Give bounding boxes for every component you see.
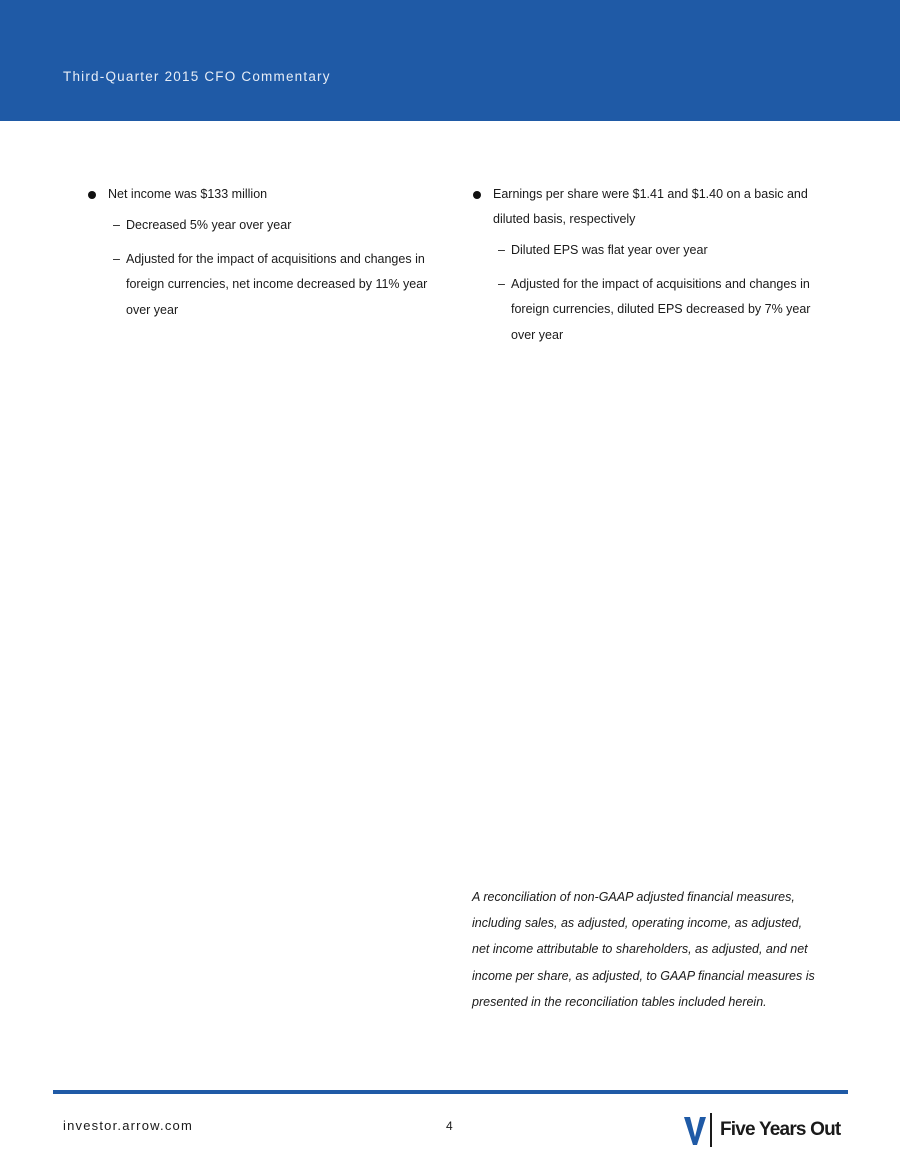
footer-rule bbox=[53, 1090, 848, 1094]
dash-icon: – bbox=[113, 251, 120, 266]
sub-text: Diluted EPS was flat year over year bbox=[511, 243, 708, 257]
arrow-v-logo-icon bbox=[684, 1113, 706, 1147]
bullet-item bbox=[471, 182, 821, 232]
bullet-dot-icon bbox=[88, 191, 96, 199]
sub-item bbox=[86, 247, 436, 324]
sub-text: Adjusted for the impact of acquisitions and changes in foreign currencies, diluted EPS decreased by 7% year over year bbox=[511, 276, 811, 342]
logo-text: Five Years Out bbox=[720, 1119, 841, 1140]
bullet-item bbox=[86, 182, 436, 207]
logo-divider bbox=[710, 1113, 712, 1147]
header-band bbox=[0, 0, 900, 121]
bullet-text: Earnings per share were $1.41 and $1.40 on a basic and diluted basis, respectively bbox=[493, 187, 808, 226]
sub-item bbox=[471, 238, 821, 264]
page-number: 4 bbox=[446, 1119, 453, 1133]
right-column bbox=[471, 182, 821, 356]
bullet-text: Net income was $133 million bbox=[108, 187, 268, 201]
page-title: Third-Quarter 2015 CFO Commentary bbox=[63, 69, 331, 84]
dash-icon: – bbox=[498, 243, 505, 257]
dash-icon: – bbox=[498, 276, 505, 291]
sub-list bbox=[471, 238, 821, 348]
sub-text: Decreased 5% year over year bbox=[126, 218, 292, 232]
bullet-dot-icon bbox=[473, 191, 481, 199]
sub-list bbox=[86, 213, 436, 323]
reconciliation-note: A reconciliation of non-GAAP adjusted financial measures, including sales, as adjusted, operating income, as adjusted, net income attributable to shareholders, as adjusted, and net income per share, as adjusted, to GAAP financial measures is presented in the reconciliation tables included herein. bbox=[472, 890, 815, 1009]
sub-item bbox=[471, 272, 821, 349]
left-column bbox=[86, 182, 436, 331]
footer-url: investor.arrow.com bbox=[63, 1118, 193, 1133]
brand-logo bbox=[684, 1113, 854, 1147]
dash-icon: – bbox=[113, 218, 120, 232]
sub-text: Adjusted for the impact of acquisitions and changes in foreign currencies, net income decreased by 11% year over year bbox=[126, 251, 428, 317]
sub-item bbox=[86, 213, 436, 239]
